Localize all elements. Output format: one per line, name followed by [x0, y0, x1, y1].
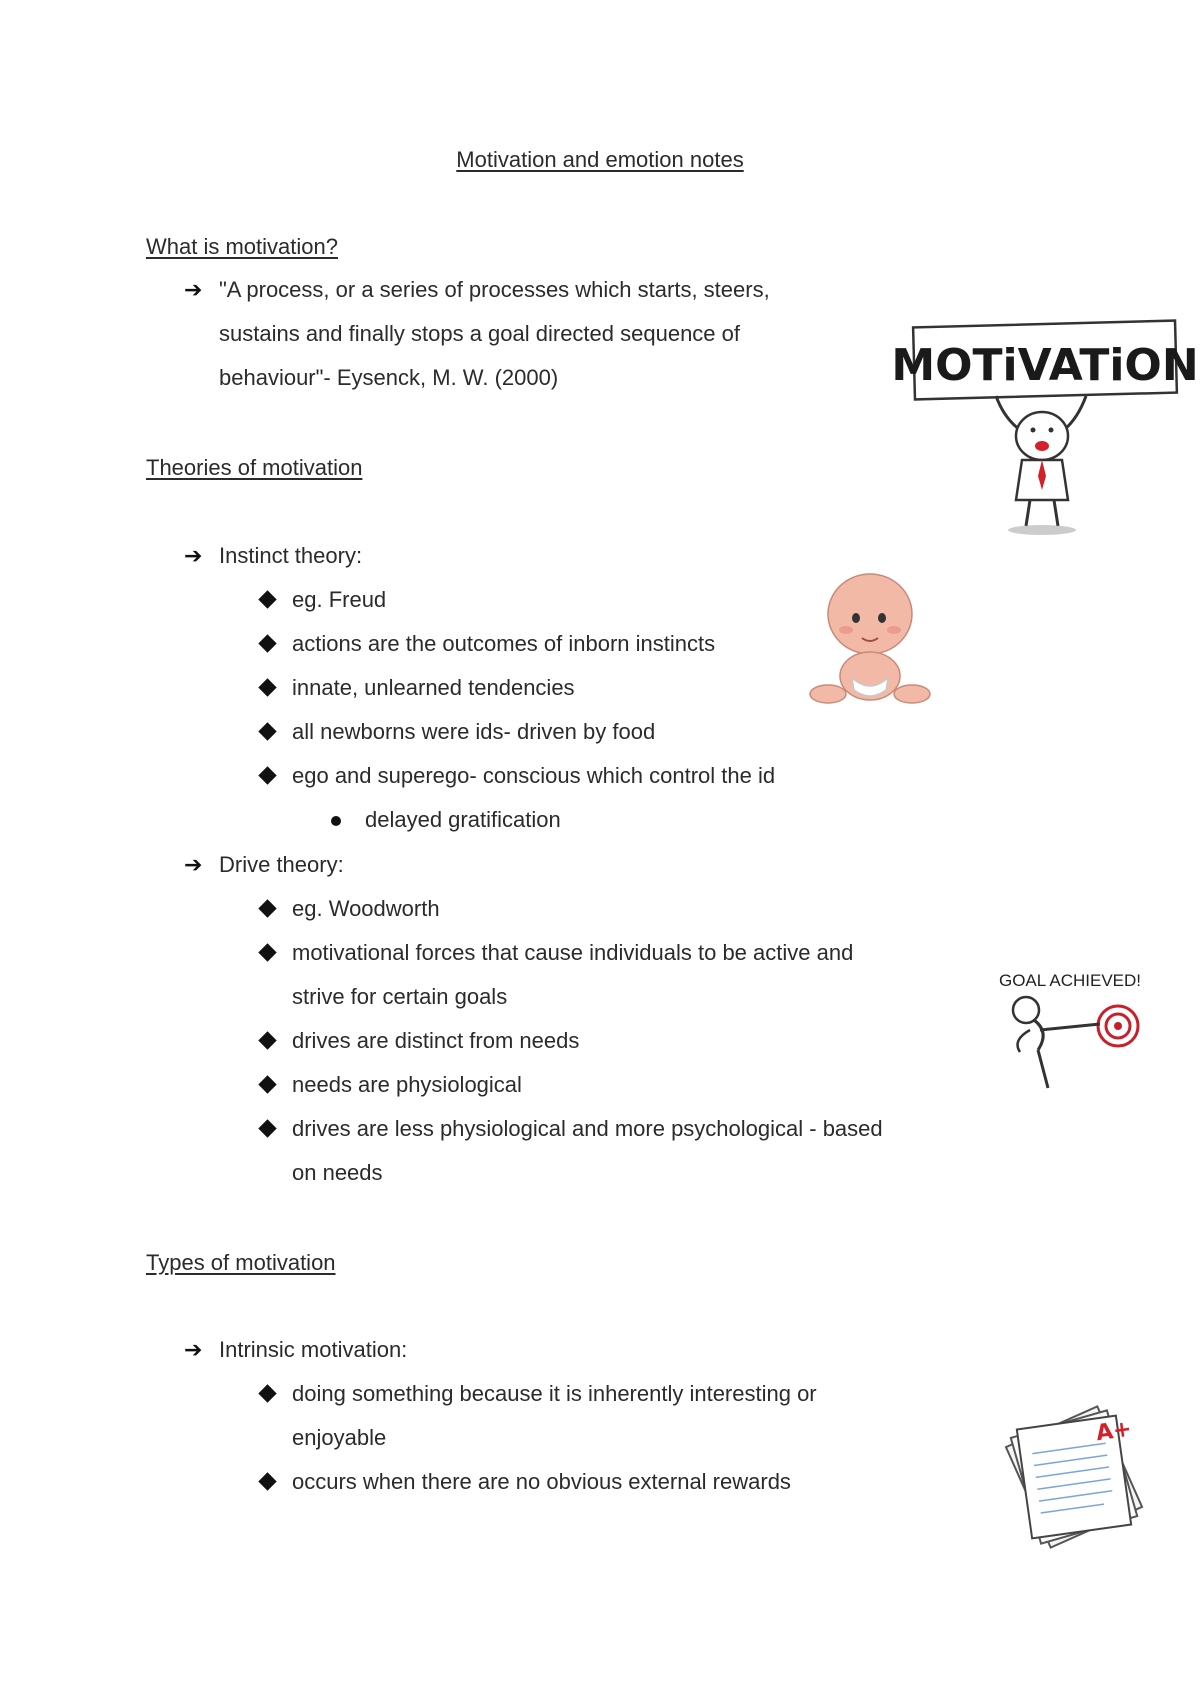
- quote-line-1: "A process, or a series of processes which starts, steers,: [219, 277, 770, 302]
- diamond-bullet-icon: [258, 1472, 276, 1490]
- document-title: Motivation and emotion notes: [456, 147, 744, 172]
- sign-lettering: MOTiVATiON: [891, 340, 1199, 391]
- baby-illustration: [806, 556, 932, 710]
- instinct-item: ego and superego- conscious which control the id: [292, 763, 776, 788]
- goal-achieved-illustration: [990, 970, 1160, 1100]
- instinct-item: actions are the outcomes of inborn instincts: [292, 631, 716, 656]
- drive-item: drives are less physiological and more psychological - based: [292, 1116, 883, 1141]
- arrow-bullet-icon: ➔: [184, 543, 203, 568]
- drive-theory-label: Drive theory:: [219, 852, 344, 877]
- instinct-item: all newborns were ids- driven by food: [292, 719, 656, 744]
- drive-item-continued: strive for certain goals: [292, 984, 508, 1009]
- instinct-theory-label: Instinct theory:: [219, 543, 363, 568]
- intrinsic-item: occurs when there are no obvious external rewards: [292, 1469, 791, 1494]
- motivation-sign-illustration: [891, 318, 1199, 538]
- heading-types-of-motivation: Types of motivation: [146, 1250, 336, 1275]
- drive-item: needs are physiological: [292, 1072, 522, 1097]
- diamond-bullet-icon: [258, 899, 276, 917]
- diamond-bullet-icon: [258, 634, 276, 652]
- instinct-sub-item: delayed gratification: [365, 807, 561, 832]
- diamond-bullet-icon: [258, 1075, 276, 1093]
- diamond-bullet-icon: [258, 943, 276, 961]
- heading-theories-of-motivation: Theories of motivation: [146, 455, 363, 480]
- drive-item: drives are distinct from needs: [292, 1028, 580, 1053]
- diamond-bullet-icon: [258, 722, 276, 740]
- arrow-bullet-icon: ➔: [184, 1337, 203, 1362]
- intrinsic-item: doing something because it is inherently interesting or: [292, 1381, 817, 1406]
- heading-what-is-motivation: What is motivation?: [146, 234, 338, 259]
- drive-item: motivational forces that cause individuals to be active and: [292, 940, 854, 965]
- intrinsic-motivation-label: Intrinsic motivation:: [219, 1337, 408, 1362]
- instinct-item: eg. Freud: [292, 587, 387, 612]
- arrow-bullet-icon: ➔: [184, 277, 203, 302]
- diamond-bullet-icon: [258, 766, 276, 784]
- diamond-bullet-icon: [258, 590, 276, 608]
- diamond-bullet-icon: [258, 678, 276, 696]
- arrow-bullet-icon: ➔: [184, 852, 203, 877]
- diamond-bullet-icon: [258, 1031, 276, 1049]
- quote-line-2: sustains and finally stops a goal directed sequence of: [219, 321, 740, 346]
- diamond-bullet-icon: [258, 1119, 276, 1137]
- diamond-bullet-icon: [258, 1384, 276, 1402]
- dot-bullet-icon: [331, 816, 341, 826]
- goal-achieved-text: GOAL ACHIEVED!: [998, 971, 1142, 990]
- drive-item: eg. Woodworth: [292, 896, 440, 921]
- grade-mark: A+: [1094, 1416, 1134, 1447]
- intrinsic-item-continued: enjoyable: [292, 1425, 387, 1450]
- instinct-item: innate, unlearned tendencies: [292, 675, 575, 700]
- drive-item-continued: on needs: [292, 1160, 383, 1185]
- graded-papers-illustration: [990, 1408, 1160, 1548]
- quote-line-3: behaviour"- Eysenck, M. W. (2000): [219, 365, 559, 390]
